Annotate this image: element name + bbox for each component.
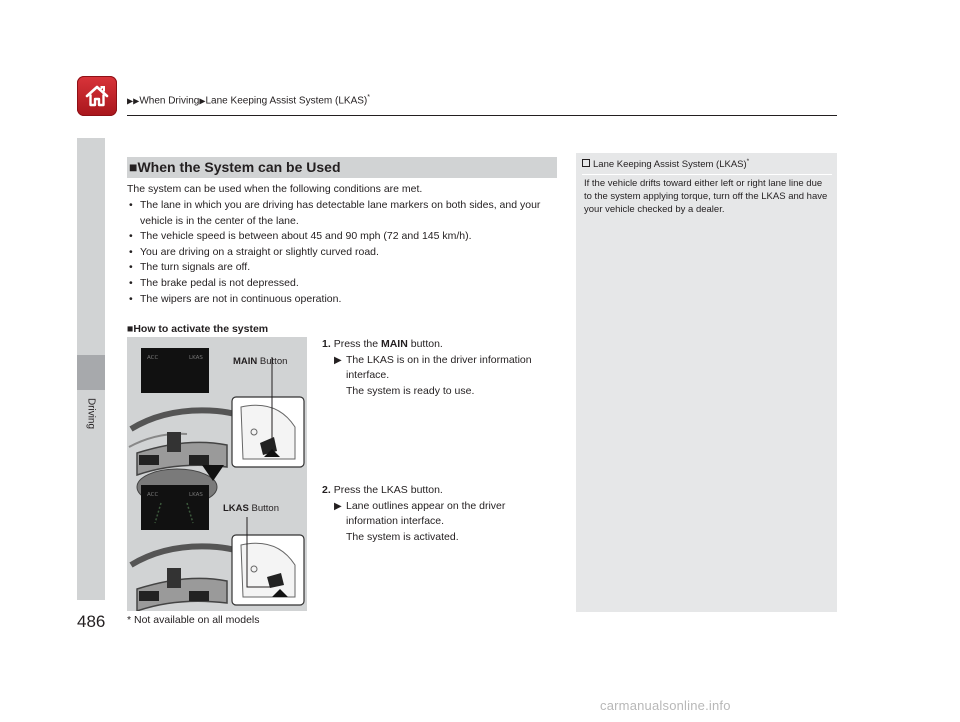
list-item: • The lane in which you are driving has detectable lane markers on both sides, and your vehicle is in the center of the lane. [127,198,559,229]
step-2 [322,483,562,545]
home-icon [84,83,110,109]
watermark: carmanualsonline.info [600,698,731,713]
note-rule [582,174,832,175]
breadcrumb [127,94,370,106]
section-header [127,157,557,178]
page-number: 486 [77,612,106,631]
list-item: • The brake pedal is not depressed. [127,276,559,292]
note-text: If the vehicle drifts toward either left or right lane line due to the system applying torque, turn off the LKAS and have your vehicle checked by a dealer. [584,178,828,215]
display-acc-label: ACC [147,355,159,361]
note-panel [576,153,837,612]
display-acc-label: ACC [147,492,159,498]
step-2-action: 2. Press the LKAS button. [322,484,443,496]
header-rule [127,115,837,116]
note-title: Lane Keeping Assist System (LKAS)* [582,158,832,170]
subheading-square-icon: ■ [127,323,134,335]
result-arrow-icon: ▶ [334,354,342,366]
intro-text: The system can be used when the following conditions are met. [127,183,423,195]
chapter-label: Driving [85,397,97,430]
breadcrumb-arrow-icon: ▶▶ [127,96,140,106]
main-button-callout: MAIN Button [233,356,288,367]
list-item: • The wipers are not in continuous operation. [127,292,559,308]
footnote: * Not available on all models [127,614,260,626]
note-icon [582,159,590,167]
sub-heading: ■How to activate the system [127,323,269,335]
section-title: When the System can be Used [137,159,341,175]
step-1-action: 1. Press the MAIN button. [322,338,443,350]
home-button[interactable] [77,76,117,116]
list-item: • You are driving on a straight or slightly curved road. [127,245,559,261]
steering-wheel-illustration [127,337,307,611]
step-1-result: ▶ The LKAS is on in the driver information interface. The system is ready to use. [334,353,532,397]
step-2-result: ▶ Lane outlines appear on the driver information interface. The system is activated. [334,499,506,543]
illustration-drawing [127,337,307,611]
chapter-marker[interactable] [77,355,105,390]
list-item: • The vehicle speed is between about 45 and 90 mph (72 and 145 km/h). [127,229,559,245]
display-lkas-label: LKAS [189,355,203,361]
lkas-button-callout: LKAS Button [223,503,279,514]
step-1 [322,337,562,399]
breadcrumb-arrow-icon: ▶ [199,96,206,106]
breadcrumb-asterisk: * [367,94,370,101]
section-square-icon: ■ [129,159,138,175]
list-item: • The turn signals are off. [127,260,559,276]
breadcrumb-item-lkas[interactable]: Lane Keeping Assist System (LKAS) [205,95,368,107]
breadcrumb-item-when-driving[interactable]: When Driving [139,95,200,107]
result-arrow-icon: ▶ [334,500,342,512]
display-lkas-label: LKAS [189,492,203,498]
conditions-list [127,198,559,307]
